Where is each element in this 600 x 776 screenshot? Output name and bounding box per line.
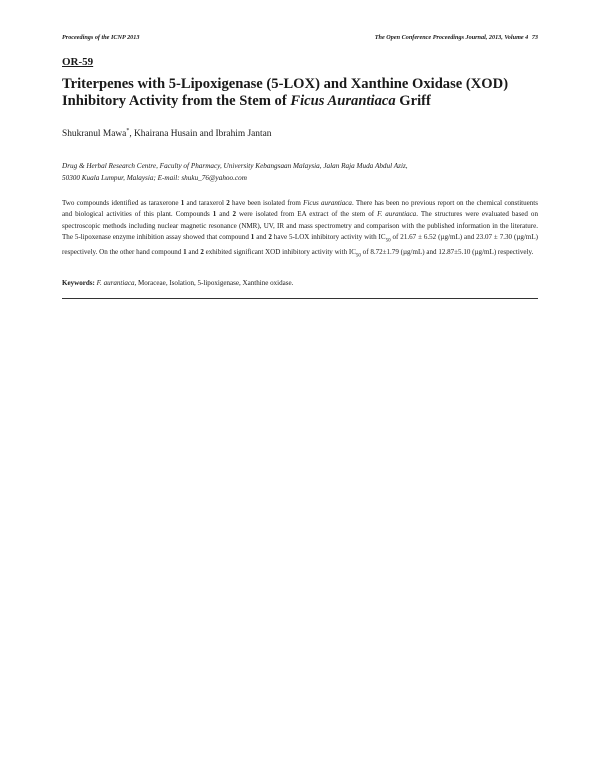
- affiliation-line: 50300 Kuala Lumpur, Malaysia; E-mail: shuku_76@yahoo.com: [62, 174, 247, 182]
- abstract-text: and taraxerol: [184, 199, 227, 207]
- abstract-text: . The structures were evaluated based on spectroscopic methods including nuclear magnetic resonance (NMR), UV, IR and mass spectrometry and comparison with the published information in the literature. The 5-lipoxenase enzyme inhibition assay showed that compound: [62, 210, 538, 241]
- compound-number: 1: [180, 199, 185, 207]
- paper-id: OR-59: [62, 56, 94, 68]
- other-authors: , Khairana Husain and Ibrahim Jantan: [129, 129, 272, 140]
- abstract-text: and: [186, 247, 201, 256]
- journal-proceedings-name: Proceedings of the ICNP 2013: [62, 34, 140, 41]
- title-tail: Griff: [395, 93, 431, 109]
- compound-number: 2: [226, 199, 230, 207]
- affiliation: [62, 160, 562, 184]
- title-main: Triterpenes with 5-Lipoxigenase (5-LOX) and Xanthine Oxidase (XOD) Inhibitory Activity from the Stem of: [62, 76, 509, 109]
- abstract-text: of 8.72±1.79 (µg/mL) and 12.87±5.10 (µg/mL) respectively.: [360, 247, 534, 256]
- first-author: Shukranul Mawa: [62, 129, 127, 140]
- ic50-subscript: 50: [355, 253, 361, 258]
- species-name: Ficus aurantiaca: [303, 199, 352, 207]
- page-number: 73: [531, 34, 538, 41]
- abstract: [62, 198, 538, 261]
- journal-volume: The Open Conference Proceedings Journal, 2013, Volume 4: [374, 34, 529, 41]
- author-list: [62, 128, 271, 139]
- abstract-text: Two compounds identified as taraxerone: [62, 199, 181, 207]
- abstract-text: have been isolated from: [229, 199, 304, 207]
- journal-citation: [373, 34, 538, 41]
- keywords: [62, 278, 538, 289]
- affiliation-line: Drug & Herbal Research Centre, Faculty of Pharmacy, University Kebangsaan Malaysia, Jalan Raja Muda Abdul Aziz,: [62, 162, 408, 170]
- ic50-subscript: 50: [385, 238, 391, 244]
- title-italic: Ficus Aurantiaca: [290, 93, 396, 109]
- keywords-list: , Moraceae, Isolation, 5-lipoxigenase, Xanthine oxidase.: [134, 279, 294, 287]
- compound-number: 1: [250, 232, 255, 241]
- abstract-text: exhibited significant XOD inhibitory activity with IC: [203, 247, 356, 256]
- abstract-text: have 5-LOX inhibitory activity with IC: [271, 232, 386, 241]
- keywords-species: F. aurantiaca: [96, 279, 135, 287]
- keywords-label: Keywords:: [62, 279, 95, 287]
- compound-number: 2: [232, 210, 236, 219]
- abstract-text: were isolated from EA extract of the stem of: [236, 210, 378, 219]
- compound-number: 2: [200, 247, 204, 256]
- paper-title: [62, 76, 542, 110]
- abstract-text: . There has been no previous report on the chemical constituents and biological activities of this plant. Compounds: [62, 199, 538, 219]
- species-name: F. aurantiaca: [377, 210, 417, 219]
- abstract-text: of 21.67 ± 6.52 (µg/mL) and 23.07 ± 7.30 (µg/mL) respectively. On the other hand compound: [62, 232, 539, 256]
- section-divider: [62, 298, 538, 299]
- abstract-text: and: [254, 232, 269, 241]
- abstract-text: and: [216, 210, 233, 219]
- compound-number: 1: [212, 210, 217, 219]
- compound-number: 1: [183, 247, 187, 256]
- running-header: [62, 34, 538, 41]
- compound-number: 2: [268, 232, 272, 241]
- corresponding-mark: *: [126, 128, 130, 134]
